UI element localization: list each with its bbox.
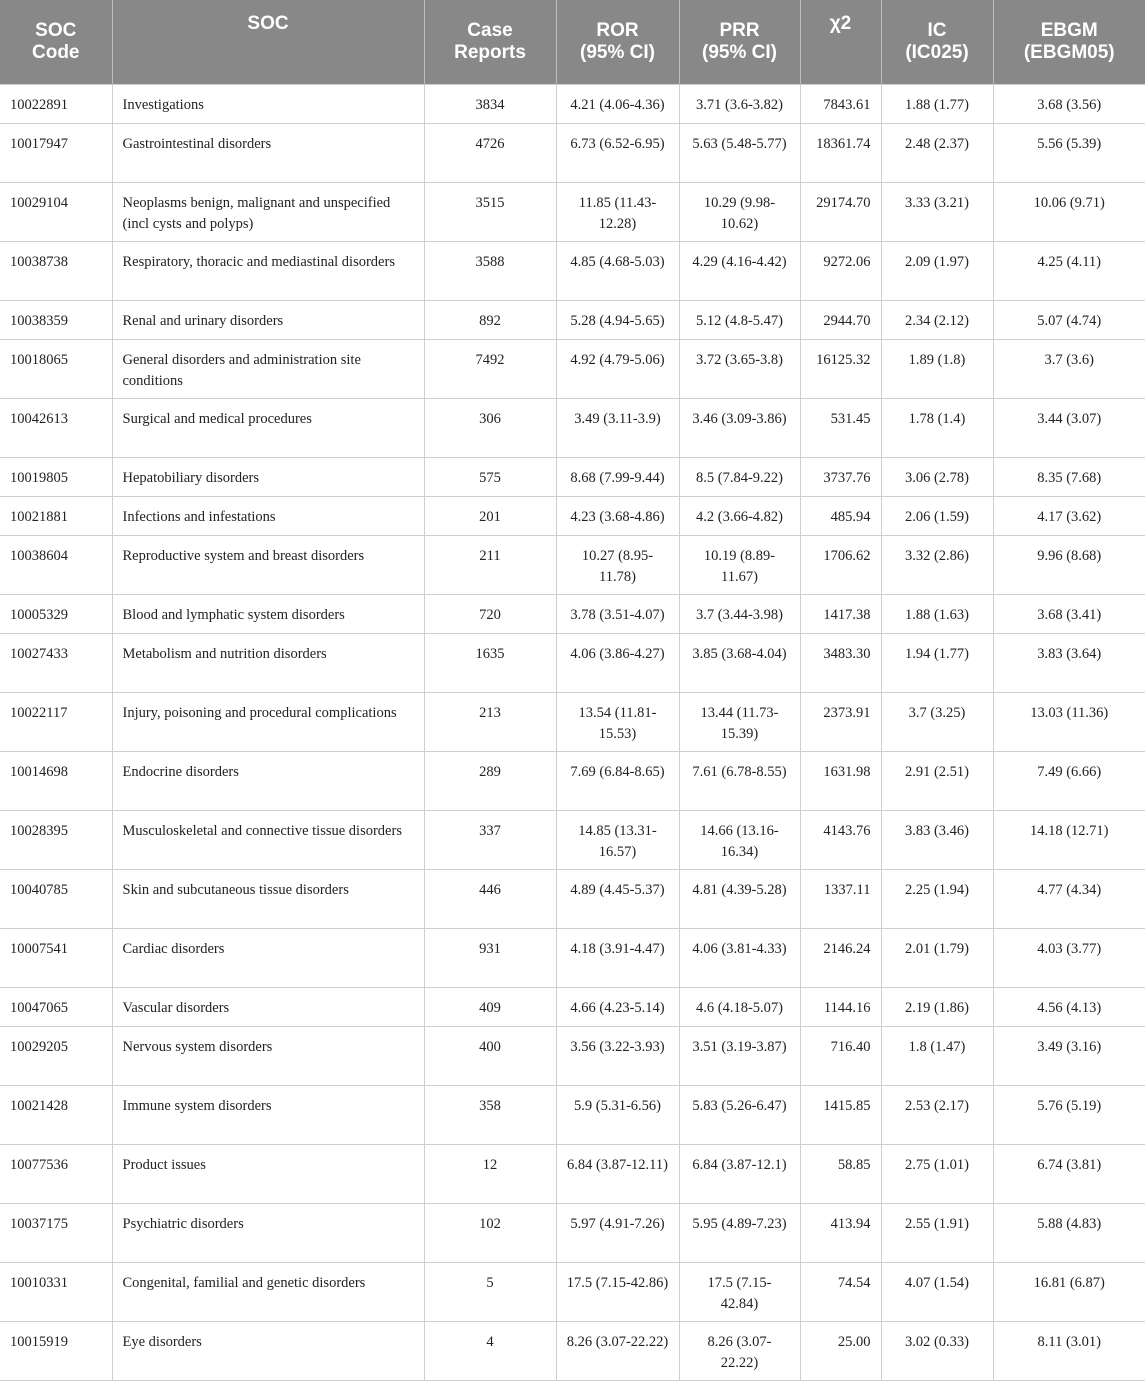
cell-soc-name: Respiratory, thoracic and mediastinal disorders [112, 242, 424, 301]
cell-soc-code: 10021881 [0, 497, 112, 536]
cell-case-reports: 409 [424, 988, 556, 1027]
cell-soc-code: 10042613 [0, 399, 112, 458]
cell-ror: 5.9 (5.31-6.56) [556, 1086, 679, 1145]
cell-ebgm: 4.03 (3.77) [993, 929, 1145, 988]
cell-ic: 2.91 (2.51) [881, 752, 993, 811]
cell-ic: 3.32 (2.86) [881, 536, 993, 595]
cell-soc-name: Neoplasms benign, malignant and unspecified (incl cysts and polyps) [112, 183, 424, 242]
cell-ebgm: 3.7 (3.6) [993, 340, 1145, 399]
table-row [0, 183, 1145, 242]
cell-prr: 8.26 (3.07-22.22) [679, 1322, 800, 1381]
cell-ror: 4.18 (3.91-4.47) [556, 929, 679, 988]
cell-ebgm: 6.74 (3.81) [993, 1145, 1145, 1204]
cell-prr: 5.63 (5.48-5.77) [679, 124, 800, 183]
cell-chi-square: 2373.91 [800, 693, 881, 752]
cell-case-reports: 201 [424, 497, 556, 536]
cell-ic: 2.55 (1.91) [881, 1204, 993, 1263]
cell-chi-square: 1631.98 [800, 752, 881, 811]
table-row [0, 1204, 1145, 1263]
cell-case-reports: 4 [424, 1322, 556, 1381]
cell-case-reports: 358 [424, 1086, 556, 1145]
cell-chi-square: 18361.74 [800, 124, 881, 183]
cell-chi-square: 716.40 [800, 1027, 881, 1086]
cell-ebgm: 5.76 (5.19) [993, 1086, 1145, 1145]
cell-ror: 8.68 (7.99-9.44) [556, 458, 679, 497]
cell-ic: 2.06 (1.59) [881, 497, 993, 536]
cell-soc-name: Reproductive system and breast disorders [112, 536, 424, 595]
cell-ror: 7.69 (6.84-8.65) [556, 752, 679, 811]
cell-ror: 4.85 (4.68-5.03) [556, 242, 679, 301]
cell-ic: 2.01 (1.79) [881, 929, 993, 988]
cell-chi-square: 1417.38 [800, 595, 881, 634]
cell-prr: 14.66 (13.16-16.34) [679, 811, 800, 870]
cell-ror: 14.85 (13.31-16.57) [556, 811, 679, 870]
cell-chi-square: 1144.16 [800, 988, 881, 1027]
cell-ror: 3.78 (3.51-4.07) [556, 595, 679, 634]
cell-soc-code: 10077536 [0, 1145, 112, 1204]
cell-soc-code: 10038359 [0, 301, 112, 340]
cell-soc-code: 10022891 [0, 85, 112, 124]
cell-soc-name: Eye disorders [112, 1322, 424, 1381]
cell-soc-code: 10022117 [0, 693, 112, 752]
cell-ror: 5.97 (4.91-7.26) [556, 1204, 679, 1263]
cell-case-reports: 892 [424, 301, 556, 340]
cell-ebgm: 10.06 (9.71) [993, 183, 1145, 242]
table-row [0, 458, 1145, 497]
cell-soc-name: Skin and subcutaneous tissue disorders [112, 870, 424, 929]
cell-ic: 3.33 (3.21) [881, 183, 993, 242]
cell-prr: 4.81 (4.39-5.28) [679, 870, 800, 929]
cell-soc-name: Metabolism and nutrition disorders [112, 634, 424, 693]
table-row [0, 1263, 1145, 1322]
cell-case-reports: 12 [424, 1145, 556, 1204]
cell-chi-square: 1415.85 [800, 1086, 881, 1145]
cell-chi-square: 3483.30 [800, 634, 881, 693]
cell-ror: 5.28 (4.94-5.65) [556, 301, 679, 340]
cell-soc-name: Injury, poisoning and procedural complications [112, 693, 424, 752]
header-ebgm: EBGM (EBGM05) [993, 0, 1145, 85]
cell-case-reports: 5 [424, 1263, 556, 1322]
cell-prr: 4.06 (3.81-4.33) [679, 929, 800, 988]
table-row [0, 1145, 1145, 1204]
cell-case-reports: 211 [424, 536, 556, 595]
cell-soc-code: 10019805 [0, 458, 112, 497]
cell-case-reports: 289 [424, 752, 556, 811]
cell-chi-square: 29174.70 [800, 183, 881, 242]
cell-prr: 3.46 (3.09-3.86) [679, 399, 800, 458]
cell-soc-name: Vascular disorders [112, 988, 424, 1027]
cell-soc-code: 10040785 [0, 870, 112, 929]
cell-ic: 1.88 (1.77) [881, 85, 993, 124]
cell-soc-name: Infections and infestations [112, 497, 424, 536]
table-row [0, 340, 1145, 399]
table-row [0, 497, 1145, 536]
cell-ror: 4.23 (3.68-4.86) [556, 497, 679, 536]
cell-ebgm: 4.25 (4.11) [993, 242, 1145, 301]
cell-prr: 5.95 (4.89-7.23) [679, 1204, 800, 1263]
table-body [0, 85, 1145, 1381]
cell-ror: 4.89 (4.45-5.37) [556, 870, 679, 929]
cell-chi-square: 58.85 [800, 1145, 881, 1204]
cell-soc-code: 10029104 [0, 183, 112, 242]
cell-ebgm: 14.18 (12.71) [993, 811, 1145, 870]
table-row [0, 399, 1145, 458]
cell-prr: 5.83 (5.26-6.47) [679, 1086, 800, 1145]
cell-chi-square: 74.54 [800, 1263, 881, 1322]
cell-soc-code: 10038738 [0, 242, 112, 301]
cell-soc-code: 10037175 [0, 1204, 112, 1263]
header-ic: IC (IC025) [881, 0, 993, 85]
cell-prr: 3.7 (3.44-3.98) [679, 595, 800, 634]
cell-ebgm: 3.68 (3.56) [993, 85, 1145, 124]
cell-case-reports: 400 [424, 1027, 556, 1086]
table-row [0, 634, 1145, 693]
cell-soc-name: General disorders and administration site conditions [112, 340, 424, 399]
cell-ic: 2.53 (2.17) [881, 1086, 993, 1145]
table-row [0, 536, 1145, 595]
table-row [0, 752, 1145, 811]
cell-soc-code: 10007541 [0, 929, 112, 988]
cell-soc-code: 10021428 [0, 1086, 112, 1145]
cell-soc-code: 10015919 [0, 1322, 112, 1381]
cell-soc-code: 10017947 [0, 124, 112, 183]
cell-ror: 4.21 (4.06-4.36) [556, 85, 679, 124]
cell-soc-name: Cardiac disorders [112, 929, 424, 988]
cell-case-reports: 931 [424, 929, 556, 988]
cell-ror: 4.92 (4.79-5.06) [556, 340, 679, 399]
cell-case-reports: 102 [424, 1204, 556, 1263]
cell-case-reports: 7492 [424, 340, 556, 399]
cell-chi-square: 4143.76 [800, 811, 881, 870]
table-row [0, 1027, 1145, 1086]
cell-prr: 13.44 (11.73-15.39) [679, 693, 800, 752]
cell-prr: 4.2 (3.66-4.82) [679, 497, 800, 536]
cell-prr: 17.5 (7.15-42.84) [679, 1263, 800, 1322]
cell-soc-code: 10028395 [0, 811, 112, 870]
cell-ebgm: 5.56 (5.39) [993, 124, 1145, 183]
cell-ic: 3.83 (3.46) [881, 811, 993, 870]
cell-chi-square: 1706.62 [800, 536, 881, 595]
cell-ic: 2.09 (1.97) [881, 242, 993, 301]
cell-ebgm: 3.49 (3.16) [993, 1027, 1145, 1086]
cell-ror: 4.06 (3.86-4.27) [556, 634, 679, 693]
cell-ebgm: 7.49 (6.66) [993, 752, 1145, 811]
cell-soc-name: Immune system disorders [112, 1086, 424, 1145]
cell-case-reports: 213 [424, 693, 556, 752]
table-header [0, 0, 1145, 85]
cell-ror: 3.56 (3.22-3.93) [556, 1027, 679, 1086]
cell-soc-name: Endocrine disorders [112, 752, 424, 811]
cell-ebgm: 4.77 (4.34) [993, 870, 1145, 929]
header-soc: SOC [112, 0, 424, 85]
cell-ebgm: 4.56 (4.13) [993, 988, 1145, 1027]
cell-soc-code: 10047065 [0, 988, 112, 1027]
header-soc-code: SOC Code [0, 0, 112, 85]
cell-ic: 2.48 (2.37) [881, 124, 993, 183]
cell-prr: 3.85 (3.68-4.04) [679, 634, 800, 693]
cell-ebgm: 8.35 (7.68) [993, 458, 1145, 497]
cell-soc-name: Musculoskeletal and connective tissue disorders [112, 811, 424, 870]
cell-chi-square: 531.45 [800, 399, 881, 458]
cell-soc-name: Product issues [112, 1145, 424, 1204]
cell-chi-square: 2146.24 [800, 929, 881, 988]
cell-chi-square: 485.94 [800, 497, 881, 536]
cell-ebgm: 5.07 (4.74) [993, 301, 1145, 340]
cell-chi-square: 3737.76 [800, 458, 881, 497]
cell-soc-code: 10027433 [0, 634, 112, 693]
cell-ic: 1.78 (1.4) [881, 399, 993, 458]
cell-ebgm: 3.68 (3.41) [993, 595, 1145, 634]
cell-soc-code: 10010331 [0, 1263, 112, 1322]
cell-soc-code: 10014698 [0, 752, 112, 811]
cell-ic: 1.94 (1.77) [881, 634, 993, 693]
cell-soc-name: Gastrointestinal disorders [112, 124, 424, 183]
cell-prr: 10.19 (8.89-11.67) [679, 536, 800, 595]
table-row [0, 1086, 1145, 1145]
cell-ebgm: 16.81 (6.87) [993, 1263, 1145, 1322]
cell-ic: 2.25 (1.94) [881, 870, 993, 929]
table-row [0, 693, 1145, 752]
header-prr: PRR (95% CI) [679, 0, 800, 85]
cell-chi-square: 7843.61 [800, 85, 881, 124]
cell-ic: 1.88 (1.63) [881, 595, 993, 634]
cell-ebgm: 8.11 (3.01) [993, 1322, 1145, 1381]
cell-ebgm: 9.96 (8.68) [993, 536, 1145, 595]
cell-soc-name: Hepatobiliary disorders [112, 458, 424, 497]
cell-prr: 5.12 (4.8-5.47) [679, 301, 800, 340]
cell-chi-square: 1337.11 [800, 870, 881, 929]
cell-soc-code: 10038604 [0, 536, 112, 595]
cell-ebgm: 3.44 (3.07) [993, 399, 1145, 458]
table-row [0, 85, 1145, 124]
cell-prr: 4.29 (4.16-4.42) [679, 242, 800, 301]
cell-case-reports: 3515 [424, 183, 556, 242]
cell-case-reports: 575 [424, 458, 556, 497]
cell-chi-square: 9272.06 [800, 242, 881, 301]
cell-ror: 10.27 (8.95-11.78) [556, 536, 679, 595]
table-row [0, 811, 1145, 870]
cell-case-reports: 3588 [424, 242, 556, 301]
cell-ic: 3.02 (0.33) [881, 1322, 993, 1381]
cell-ebgm: 3.83 (3.64) [993, 634, 1145, 693]
cell-ror: 6.84 (3.87-12.11) [556, 1145, 679, 1204]
cell-ic: 3.06 (2.78) [881, 458, 993, 497]
header-ror: ROR (95% CI) [556, 0, 679, 85]
cell-chi-square: 25.00 [800, 1322, 881, 1381]
table-row [0, 301, 1145, 340]
cell-prr: 8.5 (7.84-9.22) [679, 458, 800, 497]
cell-ic: 2.75 (1.01) [881, 1145, 993, 1204]
cell-soc-name: Investigations [112, 85, 424, 124]
cell-ror: 13.54 (11.81-15.53) [556, 693, 679, 752]
cell-soc-code: 10005329 [0, 595, 112, 634]
cell-ic: 1.89 (1.8) [881, 340, 993, 399]
cell-ebgm: 13.03 (11.36) [993, 693, 1145, 752]
table-row [0, 595, 1145, 634]
cell-ror: 4.66 (4.23-5.14) [556, 988, 679, 1027]
cell-case-reports: 306 [424, 399, 556, 458]
cell-ror: 17.5 (7.15-42.86) [556, 1263, 679, 1322]
cell-soc-name: Congenital, familial and genetic disorders [112, 1263, 424, 1322]
cell-prr: 3.51 (3.19-3.87) [679, 1027, 800, 1086]
cell-soc-code: 10029205 [0, 1027, 112, 1086]
cell-soc-name: Psychiatric disorders [112, 1204, 424, 1263]
cell-ror: 11.85 (11.43-12.28) [556, 183, 679, 242]
cell-ror: 6.73 (6.52-6.95) [556, 124, 679, 183]
cell-case-reports: 337 [424, 811, 556, 870]
cell-prr: 6.84 (3.87-12.1) [679, 1145, 800, 1204]
cell-prr: 10.29 (9.98-10.62) [679, 183, 800, 242]
cell-chi-square: 413.94 [800, 1204, 881, 1263]
cell-case-reports: 4726 [424, 124, 556, 183]
cell-ror: 8.26 (3.07-22.22) [556, 1322, 679, 1381]
cell-ic: 1.8 (1.47) [881, 1027, 993, 1086]
cell-ic: 3.7 (3.25) [881, 693, 993, 752]
cell-case-reports: 1635 [424, 634, 556, 693]
cell-soc-name: Renal and urinary disorders [112, 301, 424, 340]
cell-chi-square: 16125.32 [800, 340, 881, 399]
cell-ic: 2.19 (1.86) [881, 988, 993, 1027]
table-row [0, 870, 1145, 929]
cell-ic: 4.07 (1.54) [881, 1263, 993, 1322]
cell-ic: 2.34 (2.12) [881, 301, 993, 340]
cell-soc-code: 10018065 [0, 340, 112, 399]
table-row [0, 929, 1145, 988]
table-row [0, 124, 1145, 183]
header-row [0, 0, 1145, 85]
cell-soc-name: Surgical and medical procedures [112, 399, 424, 458]
table-row [0, 988, 1145, 1027]
cell-prr: 7.61 (6.78-8.55) [679, 752, 800, 811]
cell-prr: 3.71 (3.6-3.82) [679, 85, 800, 124]
cell-prr: 3.72 (3.65-3.8) [679, 340, 800, 399]
cell-case-reports: 3834 [424, 85, 556, 124]
cell-soc-name: Blood and lymphatic system disorders [112, 595, 424, 634]
header-chi-square: χ2 [800, 0, 881, 85]
cell-case-reports: 446 [424, 870, 556, 929]
cell-prr: 4.6 (4.18-5.07) [679, 988, 800, 1027]
cell-case-reports: 720 [424, 595, 556, 634]
cell-soc-name: Nervous system disorders [112, 1027, 424, 1086]
cell-ebgm: 4.17 (3.62) [993, 497, 1145, 536]
cell-ebgm: 5.88 (4.83) [993, 1204, 1145, 1263]
cell-chi-square: 2944.70 [800, 301, 881, 340]
header-case-reports: Case Reports [424, 0, 556, 85]
table-row [0, 242, 1145, 301]
cell-ror: 3.49 (3.11-3.9) [556, 399, 679, 458]
table-row [0, 1322, 1145, 1381]
